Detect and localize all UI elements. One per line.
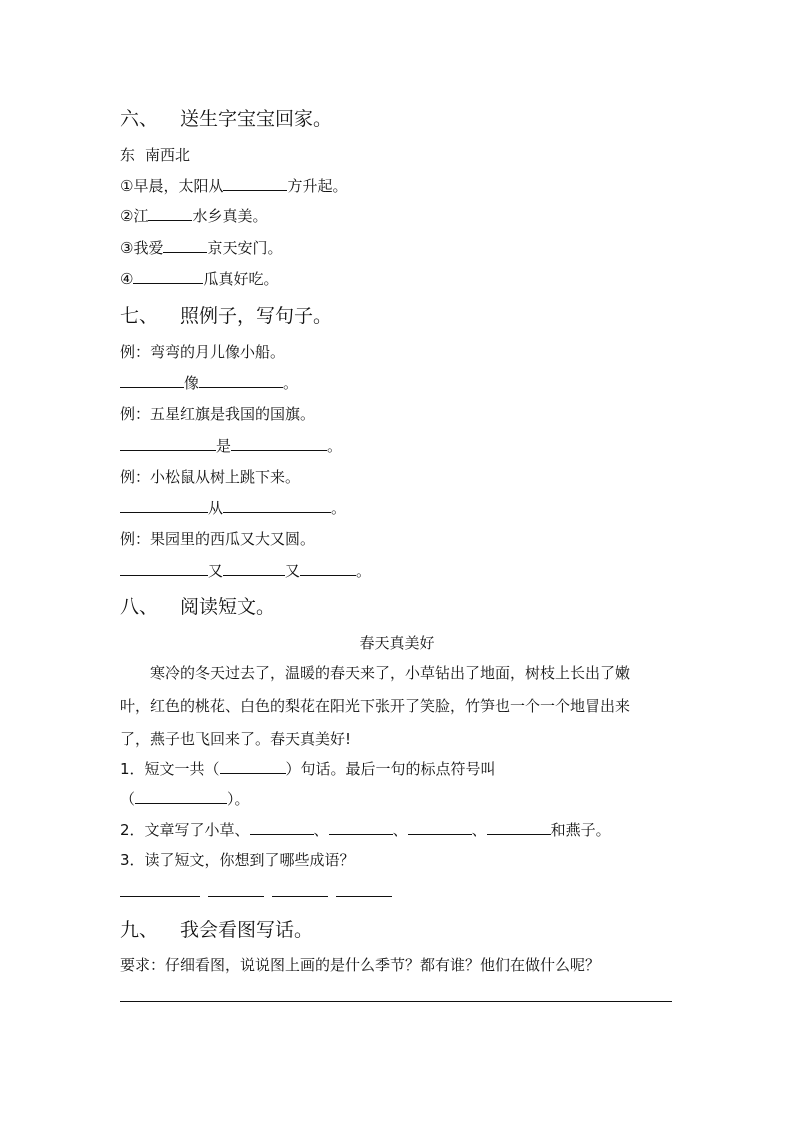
section-6-heading xyxy=(120,106,332,132)
fill-blank-3[interactable] xyxy=(163,238,207,253)
question-2-blank-3[interactable] xyxy=(408,820,472,835)
joiner-3: 从 xyxy=(208,499,224,517)
section-9-title: 我会看图写话。 xyxy=(180,919,314,941)
answer-line-4 xyxy=(120,561,371,581)
answer-blank-4c[interactable] xyxy=(300,561,356,576)
question-2-end: 和燕子。 xyxy=(550,821,611,839)
joiner-4b: 又 xyxy=(285,562,301,580)
question-3-answer-blanks xyxy=(120,882,392,902)
question-2-sep-3: 、 xyxy=(471,821,487,839)
question-2-sep-1: 、 xyxy=(313,821,329,839)
example-sentence-3: 例：小松鼠从树上跳下来。 xyxy=(120,468,301,486)
answer-blank-2b[interactable] xyxy=(231,436,327,451)
question-3: 3．读了短文，你想到了哪些成语？ xyxy=(120,851,355,869)
example-sentence-4: 例：果园里的西瓜又大又圆。 xyxy=(120,530,316,548)
question-2-blank-4[interactable] xyxy=(487,820,551,835)
section-7-title: 照例子，写句子。 xyxy=(180,305,333,327)
idiom-blank-1[interactable] xyxy=(120,882,200,897)
end-3: 。 xyxy=(331,499,347,517)
passage-line-3: 了，燕子也飞回来了。春天真美好! xyxy=(120,730,352,748)
section-6-title: 送生字宝宝回家。 xyxy=(180,108,333,130)
passage-line-1: 寒冷的冬天过去了，温暖的春天来了，小草钻出了地面，树枝上长出了嫩 xyxy=(150,664,631,682)
idiom-blank-3[interactable] xyxy=(272,882,328,897)
fill-item-2-before: ②江 xyxy=(120,207,149,225)
writing-requirement: 要求：仔细看图，说说图上画的是什么季节？都有谁？他们在做什么呢？ xyxy=(120,956,601,974)
joiner-2: 是 xyxy=(216,437,232,455)
question-1-b: ）句话。最后一句的标点符号叫 xyxy=(285,760,496,778)
section-8-heading xyxy=(120,594,275,620)
example-sentence-2: 例：五星红旗是我国的国旗。 xyxy=(120,405,316,423)
joiner-4a: 又 xyxy=(208,562,224,580)
writing-answer-line[interactable] xyxy=(120,1001,672,1002)
word-bank-item-1: 东 xyxy=(120,146,136,164)
fill-item-4-after: 瓜真好吃。 xyxy=(203,270,279,288)
question-1-d: ）。 xyxy=(227,790,250,808)
section-6-number: 六、 xyxy=(120,108,159,130)
question-1-a: 1．短文一共（ xyxy=(120,760,220,778)
fill-item-4-before: ④ xyxy=(120,270,134,288)
joiner-1: 像 xyxy=(184,374,200,392)
answer-line-3 xyxy=(120,498,346,518)
answer-line-2 xyxy=(120,436,342,456)
question-2-blank-1[interactable] xyxy=(250,820,314,835)
answer-line-1 xyxy=(120,373,298,393)
question-1-line-1 xyxy=(120,759,496,779)
fill-item-3-after: 京天安门。 xyxy=(207,239,283,257)
fill-blank-1[interactable] xyxy=(223,176,287,191)
fill-blank-2[interactable] xyxy=(148,206,192,221)
answer-blank-3a[interactable] xyxy=(120,498,208,513)
fill-item-3-before: ③我爱 xyxy=(120,239,164,257)
example-sentence-1: 例：弯弯的月儿像小船。 xyxy=(120,343,286,361)
end-2: 。 xyxy=(327,437,343,455)
question-1-blank-2[interactable] xyxy=(135,789,227,804)
answer-blank-3b[interactable] xyxy=(223,498,331,513)
end-1: 。 xyxy=(283,374,299,392)
fill-item-2-after: 水乡真美。 xyxy=(192,207,268,225)
question-2-sep-2: 、 xyxy=(392,821,408,839)
section-7-heading xyxy=(120,303,332,329)
section-9-heading xyxy=(120,917,313,943)
idiom-blank-2[interactable] xyxy=(208,882,264,897)
end-4: 。 xyxy=(356,562,372,580)
idiom-blank-4[interactable] xyxy=(336,882,392,897)
word-bank-item-2: 南西北 xyxy=(145,146,191,164)
answer-blank-1a[interactable] xyxy=(120,373,184,388)
fill-item-2 xyxy=(120,206,267,226)
answer-blank-1b[interactable] xyxy=(199,373,283,388)
fill-item-1 xyxy=(120,176,347,196)
section-7-number: 七、 xyxy=(120,305,159,327)
question-1-c: （ xyxy=(120,790,136,808)
question-1-line-2 xyxy=(120,789,250,809)
section-9-number: 九、 xyxy=(120,919,159,941)
section-8-number: 八、 xyxy=(120,596,159,618)
question-2-a: 2．文章写了小草、 xyxy=(120,821,250,839)
fill-blank-4[interactable] xyxy=(133,269,203,284)
question-2-blank-2[interactable] xyxy=(329,820,393,835)
passage-line-2: 叶，红色的桃花、白色的梨花在阳光下张开了笑脸，竹笋也一个一个地冒出来 xyxy=(120,697,631,715)
word-bank xyxy=(120,145,190,165)
fill-item-1-after: 方升起。 xyxy=(287,177,348,195)
fill-item-4 xyxy=(120,269,278,289)
fill-item-1-before: ①早晨，太阳从 xyxy=(120,177,224,195)
passage-title: 春天真美好 xyxy=(359,634,435,652)
section-8-title: 阅读短文。 xyxy=(180,596,276,618)
fill-item-3 xyxy=(120,238,282,258)
answer-blank-4a[interactable] xyxy=(120,561,208,576)
answer-blank-4b[interactable] xyxy=(223,561,285,576)
question-2 xyxy=(120,820,611,840)
answer-blank-2a[interactable] xyxy=(120,436,216,451)
question-1-blank-1[interactable] xyxy=(220,759,286,774)
